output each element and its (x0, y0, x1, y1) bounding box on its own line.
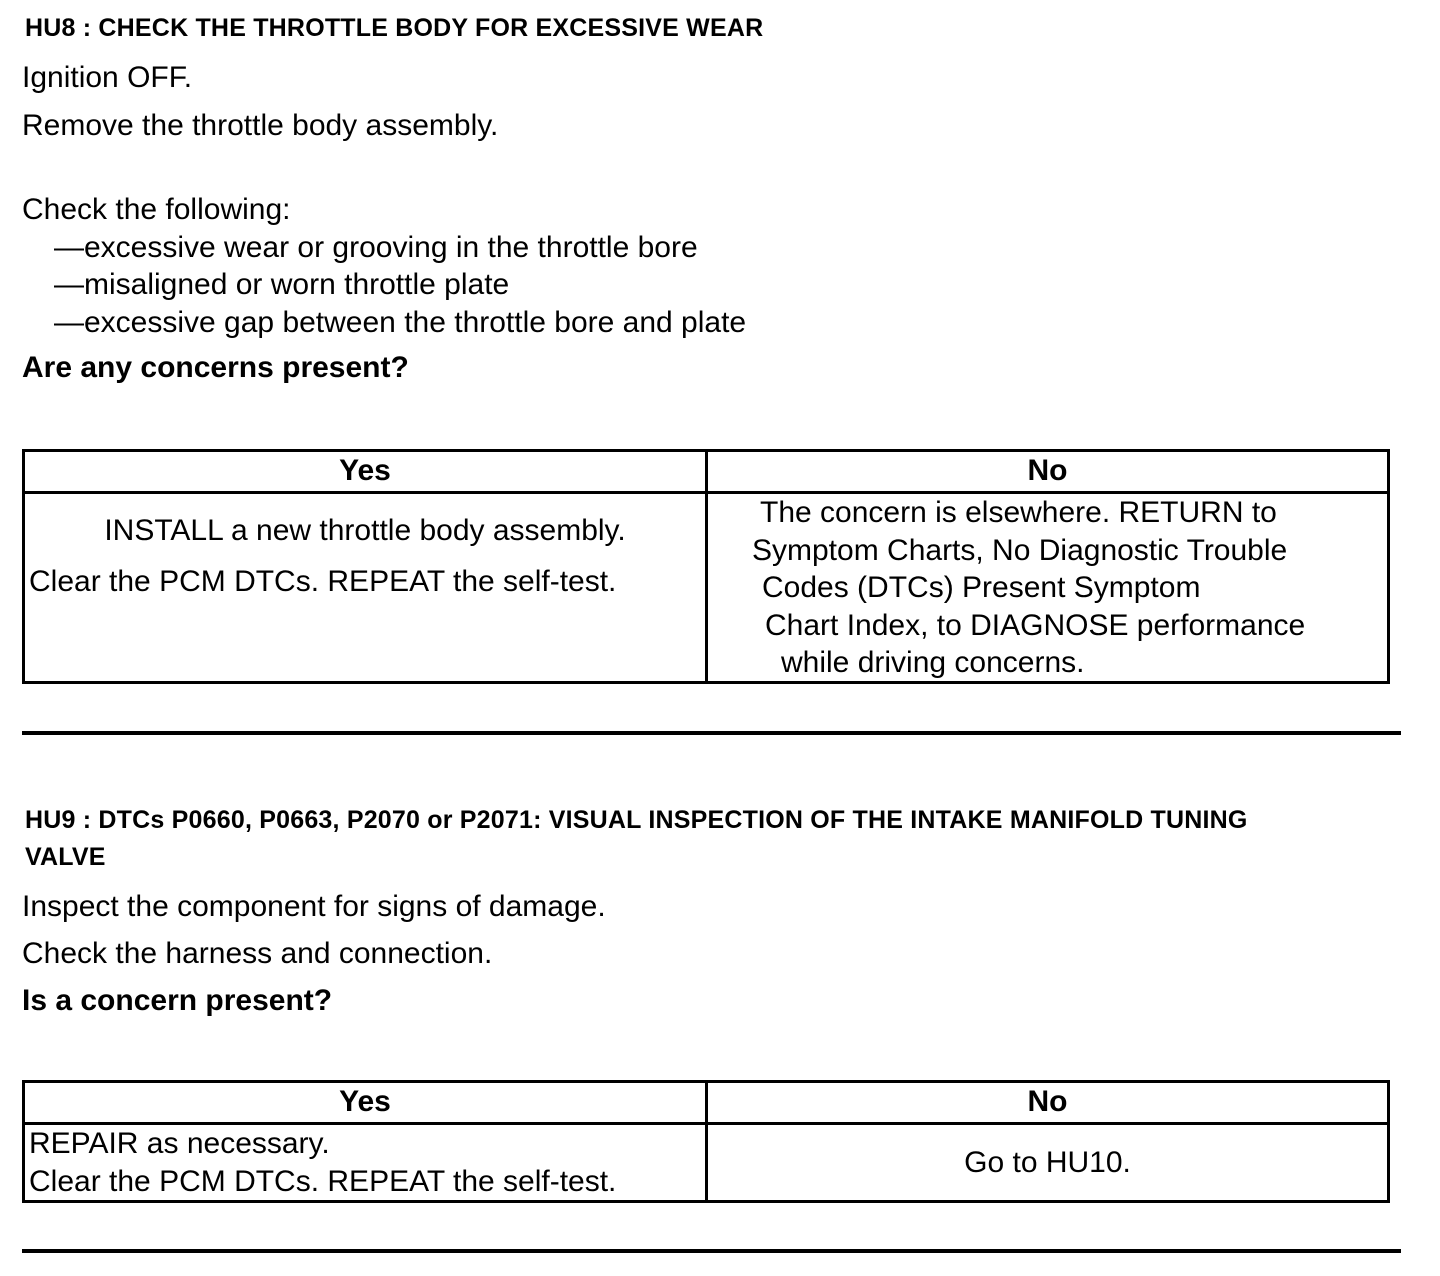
hu9-question: Is a concern present? (22, 984, 333, 1017)
hu8-check-item: —misaligned or worn throttle plate (54, 268, 510, 301)
hu8-no-header: No (1027, 454, 1068, 487)
hu9-yes-action: REPAIR as necessary. (29, 1127, 330, 1160)
section-divider (22, 731, 1401, 735)
hu8-step-ignition-off: Ignition OFF. (22, 61, 193, 94)
hu8-no-action: Chart Index, to DIAGNOSE performance (765, 609, 1306, 642)
hu8-yes-header: Yes (339, 454, 391, 487)
hu9-result-table (22, 1080, 1390, 1203)
hu9-step-inspect-component: Inspect the component for signs of damage. (22, 890, 606, 923)
section-divider (22, 1249, 1401, 1253)
hu9-heading-continued: VALVE (25, 843, 106, 871)
hu8-result-table (22, 449, 1390, 684)
hu8-check-item: —excessive gap between the throttle bore and plate (54, 306, 747, 339)
hu8-no-action: Symptom Charts, No Diagnostic Trouble (752, 534, 1288, 567)
hu9-no-action: Go to HU10. (964, 1146, 1131, 1179)
hu8-no-action: Codes (DTCs) Present Symptom (762, 571, 1201, 604)
hu8-heading: HU8 : CHECK THE THROTTLE BODY FOR EXCESSIVE WEAR (25, 14, 764, 42)
hu9-no-header: No (1027, 1085, 1068, 1118)
hu8-no-action: while driving concerns. (781, 646, 1085, 679)
hu8-yes-action: INSTALL a new throttle body assembly. (104, 514, 626, 547)
hu8-no-action: The concern is elsewhere. RETURN to (760, 496, 1277, 529)
hu8-check-intro: Check the following: (22, 193, 291, 226)
hu8-question: Are any concerns present? (22, 351, 409, 384)
hu9-step-check-harness: Check the harness and connection. (22, 937, 493, 970)
hu9-heading: HU9 : DTCs P0660, P0663, P2070 or P2071: VISUAL INSPECTION OF THE INTAKE MANIFOLD TUNING (25, 806, 1248, 834)
hu8-check-item: —excessive wear or grooving in the throttle bore (54, 231, 698, 264)
hu9-yes-action: Clear the PCM DTCs. REPEAT the self-test. (29, 1165, 617, 1198)
hu8-step-remove-throttle-body: Remove the throttle body assembly. (22, 109, 499, 142)
hu8-yes-action: Clear the PCM DTCs. REPEAT the self-test. (29, 565, 617, 598)
hu9-yes-header: Yes (339, 1085, 391, 1118)
